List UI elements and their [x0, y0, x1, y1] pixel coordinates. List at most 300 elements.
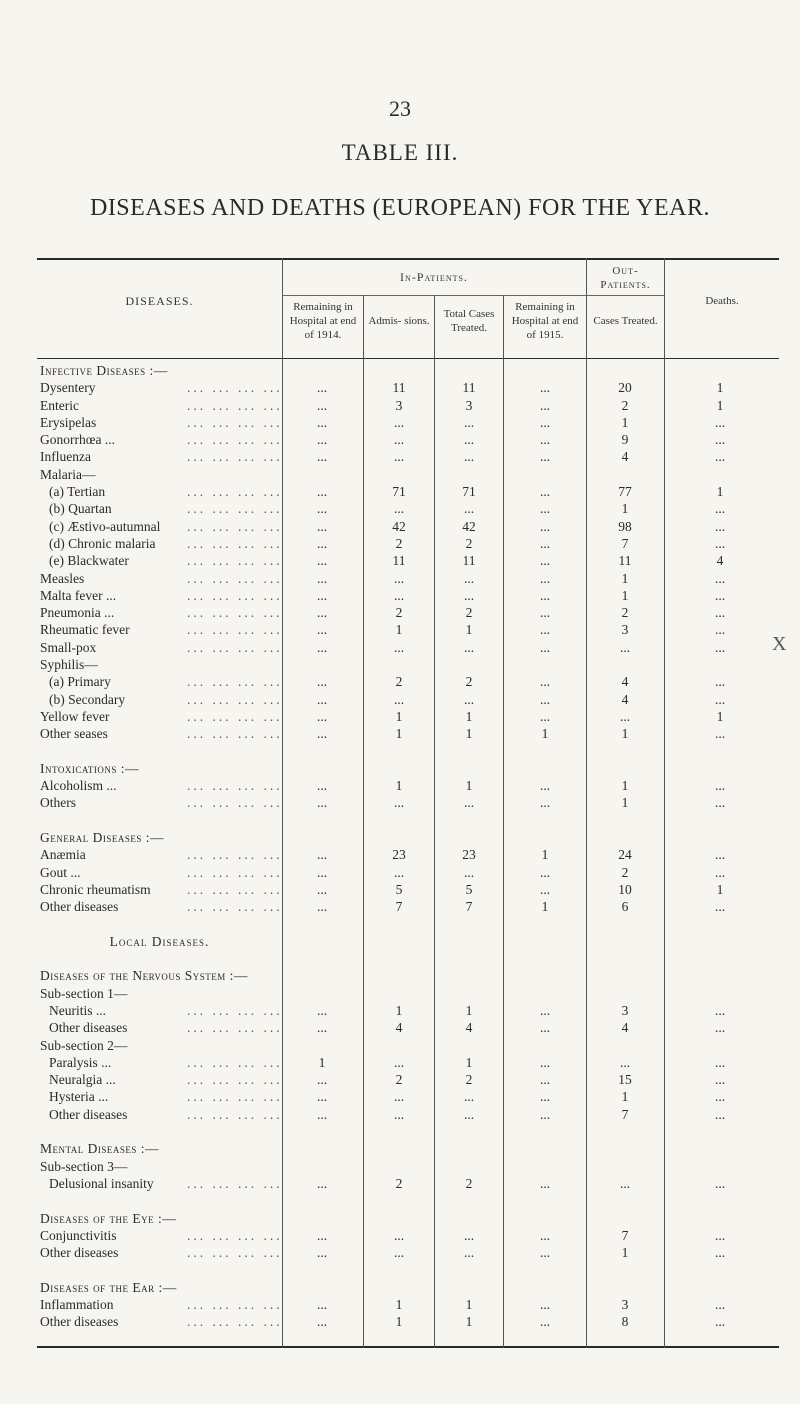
table-cell: 71	[462, 484, 476, 500]
leader-dots: ... ... ... ...	[187, 414, 283, 430]
table-cell: ...	[714, 899, 726, 915]
table-cell: ...	[393, 587, 405, 603]
table-cell: ...	[539, 1020, 551, 1036]
table-cell: 1	[465, 778, 473, 794]
leader-dots: ... ... ... ...	[187, 484, 283, 500]
table-cell: ...	[539, 622, 551, 638]
table-cell: 2	[465, 535, 473, 551]
table-cell: 1	[716, 708, 724, 724]
table-cell: 3	[621, 1002, 629, 1018]
spacer-row	[37, 1192, 779, 1209]
row-label: Sub-section 2—	[40, 1037, 128, 1053]
table-cell: ...	[393, 449, 405, 465]
table-row	[37, 691, 779, 708]
section-row	[37, 760, 779, 777]
table-row	[37, 518, 779, 535]
table-cell: 1	[716, 380, 724, 396]
table-row	[37, 604, 779, 621]
row-label: Hysteria ...	[49, 1089, 109, 1105]
table-cell: ...	[539, 414, 551, 430]
row-label: (d) Chronic malaria	[49, 535, 156, 551]
table-cell: ...	[463, 432, 475, 448]
table-cell: ...	[316, 795, 328, 811]
remaining-1914-header: Remaining in Hospital at end of 1914.	[289, 301, 357, 341]
leader-dots: ... ... ... ...	[187, 570, 283, 586]
table-cell: ...	[316, 708, 328, 724]
table-cell: ...	[714, 1297, 726, 1313]
row-label: Inflammation	[40, 1297, 114, 1313]
table-row	[37, 933, 779, 950]
section-row	[37, 1279, 779, 1296]
table-cell: ...	[393, 1089, 405, 1105]
section-row	[37, 1140, 779, 1157]
section-heading: Local Diseases.	[109, 933, 210, 949]
table-cell: ...	[393, 1106, 405, 1122]
row-label: (b) Secondary	[49, 691, 126, 707]
table-cell: 1	[465, 1002, 473, 1018]
table-cell: ...	[539, 1175, 551, 1191]
table-cell: ...	[714, 1089, 726, 1105]
leader-dots: ... ... ... ...	[187, 1020, 283, 1036]
table-cell: ...	[463, 864, 475, 880]
table-cell: ...	[316, 535, 328, 551]
table-cell: 7	[465, 899, 473, 915]
table-row	[37, 639, 779, 656]
section-label: Diseases of the Nervous System :—	[40, 968, 248, 984]
table-cell: ...	[714, 691, 726, 707]
leader-dots: ... ... ... ...	[187, 881, 283, 897]
table-cell: 2	[395, 674, 403, 690]
table-row	[37, 1244, 779, 1261]
table-cell: ...	[463, 1245, 475, 1261]
table-cell: ...	[316, 1002, 328, 1018]
table-cell: 1	[621, 778, 629, 794]
leader-dots: ... ... ... ...	[187, 432, 283, 448]
row-label: Syphilis—	[40, 657, 98, 673]
table-cell: ...	[316, 449, 328, 465]
section-row	[37, 1210, 779, 1227]
row-label: Other diseases	[40, 1245, 119, 1261]
row-label: (b) Quartan	[49, 501, 112, 517]
table-cell: ...	[393, 1227, 405, 1243]
table-cell: 4	[716, 553, 724, 569]
page-title: DISEASES AND DEATHS (EUROPEAN) FOR THE YEAR.	[89, 195, 711, 221]
table-cell: 1	[541, 847, 549, 863]
table-cell: 1	[621, 414, 629, 430]
table-cell: ...	[316, 1020, 328, 1036]
table-row	[37, 898, 779, 915]
table-cell: ...	[393, 570, 405, 586]
row-label: Measles	[40, 570, 85, 586]
leader-dots: ... ... ... ...	[187, 674, 283, 690]
table-cell: 3	[465, 397, 473, 413]
spacer-row	[37, 1123, 779, 1140]
leader-dots: ... ... ... ...	[187, 535, 283, 551]
leader-dots: ... ... ... ...	[187, 605, 283, 621]
table-cell: 4	[621, 691, 629, 707]
table-cell: 1	[395, 1297, 403, 1313]
spacer-row	[37, 743, 779, 760]
table-cell: ...	[316, 1314, 328, 1330]
table-cell: ...	[316, 570, 328, 586]
table-cell: 6	[621, 899, 629, 915]
table-cell: 7	[395, 899, 403, 915]
row-label: Malaria—	[40, 466, 96, 482]
out-patients-header: Out- Patients.	[600, 265, 651, 291]
section-label: Intoxications :—	[40, 760, 139, 776]
table-cell: 1	[465, 622, 473, 638]
table-cell: 11	[462, 380, 476, 396]
table-cell: 1	[621, 1245, 629, 1261]
table-cell: 1	[395, 1002, 403, 1018]
leader-dots: ... ... ... ...	[187, 1089, 283, 1105]
row-label: Delusional insanity	[49, 1175, 154, 1191]
table-cell: ...	[714, 795, 726, 811]
table-cell: 1	[465, 1054, 473, 1070]
table-row	[37, 725, 779, 742]
leader-dots: ... ... ... ...	[187, 1245, 283, 1261]
table-cell: ...	[714, 778, 726, 794]
table-cell: ...	[316, 639, 328, 655]
row-label: (c) Æstivo-autumnal	[49, 518, 161, 534]
table-cell: ...	[714, 1002, 726, 1018]
table-cell: ...	[463, 1106, 475, 1122]
table-cell: ...	[539, 795, 551, 811]
top-rule	[37, 258, 779, 260]
table-cell: ...	[316, 605, 328, 621]
table-cell: 2	[621, 605, 629, 621]
row-label: Dysentery	[40, 380, 96, 396]
row-label: Yellow fever	[40, 708, 110, 724]
table-row	[37, 708, 779, 725]
leader-dots: ... ... ... ...	[187, 1106, 283, 1122]
leader-dots: ... ... ... ...	[187, 726, 283, 742]
table-cell: 3	[621, 622, 629, 638]
table-cell: 1	[465, 708, 473, 724]
table-cell: 1	[716, 881, 724, 897]
table-label: TABLE III.	[341, 140, 459, 165]
table-cell: ...	[539, 449, 551, 465]
leader-dots: ... ... ... ...	[187, 449, 283, 465]
table-cell: 15	[618, 1072, 632, 1088]
leader-dots: ... ... ... ...	[187, 1002, 283, 1018]
table-cell: 1	[395, 1314, 403, 1330]
leader-dots: ... ... ... ...	[187, 639, 283, 655]
table-cell: 77	[618, 484, 632, 500]
table-row	[37, 881, 779, 898]
table-row	[37, 1071, 779, 1088]
row-label: Chronic rheumatism	[40, 881, 151, 897]
table-cell: 4	[395, 1020, 403, 1036]
table-row	[37, 1175, 779, 1192]
table-cell: ...	[316, 484, 328, 500]
table-row	[37, 431, 779, 448]
leader-dots: ... ... ... ...	[187, 501, 283, 517]
row-label: (a) Tertian	[49, 484, 106, 500]
row-label: Enteric	[40, 397, 79, 413]
table-row	[37, 535, 779, 552]
row-label: Other diseases	[49, 1106, 128, 1122]
table-cell: 1	[541, 899, 549, 915]
table-cell: 2	[395, 1175, 403, 1191]
leader-dots: ... ... ... ...	[187, 795, 283, 811]
table-cell: ...	[316, 501, 328, 517]
table-cell: ...	[316, 1072, 328, 1088]
table-cell: ...	[714, 1175, 726, 1191]
row-label: Gout ...	[40, 864, 81, 880]
table-cell: ...	[539, 1072, 551, 1088]
table-cell: ...	[714, 1020, 726, 1036]
table-row	[37, 448, 779, 465]
table-cell: 11	[618, 553, 632, 569]
table-cell: 10	[618, 881, 632, 897]
table-cell: 4	[621, 449, 629, 465]
table-cell: 1	[465, 726, 473, 742]
table-row	[37, 500, 779, 517]
table-cell: 42	[392, 518, 406, 534]
table-row	[37, 621, 779, 638]
row-label: (e) Blackwater	[49, 553, 129, 569]
table-cell: 8	[621, 1314, 629, 1330]
table-cell: ...	[714, 1245, 726, 1261]
table-cell: ...	[539, 432, 551, 448]
table-cell: ...	[714, 864, 726, 880]
table-row	[37, 397, 779, 414]
table-cell: ...	[393, 414, 405, 430]
table-cell: 1	[541, 726, 549, 742]
row-label: Others	[40, 795, 76, 811]
table-cell: ...	[539, 397, 551, 413]
table-row	[37, 379, 779, 396]
row-label: Erysipelas	[40, 414, 97, 430]
total-cases-header: Total Cases Treated.	[443, 308, 495, 334]
table-row	[37, 1313, 779, 1330]
table-cell: ...	[714, 622, 726, 638]
table-cell: ...	[463, 570, 475, 586]
leader-dots: ... ... ... ...	[187, 1227, 283, 1243]
table-row	[37, 985, 779, 1002]
table-cell: 3	[395, 397, 403, 413]
table-row	[37, 656, 779, 673]
table-cell: ...	[539, 518, 551, 534]
row-label: Anæmia	[40, 847, 86, 863]
table-cell: 23	[392, 847, 406, 863]
table-row	[37, 1002, 779, 1019]
table-cell: ...	[316, 881, 328, 897]
section-label: Infective Diseases :—	[40, 363, 168, 378]
table-row	[37, 846, 779, 863]
table-cell: ...	[714, 414, 726, 430]
in-patients-header: In-Patients.	[400, 270, 468, 284]
row-label: Rheumatic fever	[40, 622, 130, 638]
deaths-header: Deaths.	[705, 295, 739, 307]
table-cell: 1	[716, 397, 724, 413]
table-cell: ...	[316, 899, 328, 915]
table-cell: ...	[316, 674, 328, 690]
table-cell: ...	[714, 587, 726, 603]
table-cell: ...	[619, 639, 631, 655]
table-cell: 1	[621, 1089, 629, 1105]
table-cell: 1	[395, 708, 403, 724]
leader-dots: ... ... ... ...	[187, 691, 283, 707]
table-cell: ...	[463, 501, 475, 517]
row-label: Conjunctivitis	[40, 1227, 117, 1243]
table-row	[37, 673, 779, 690]
table-cell: ...	[539, 535, 551, 551]
leader-dots: ... ... ... ...	[187, 1175, 283, 1191]
table-cell: 1	[621, 726, 629, 742]
table-cell: ...	[463, 449, 475, 465]
table-cell: ...	[316, 1245, 328, 1261]
table-cell: ...	[316, 414, 328, 430]
table-cell: 23	[462, 847, 476, 863]
table-cell: 4	[465, 1020, 473, 1036]
table-cell: 2	[465, 605, 473, 621]
table-cell: ...	[316, 1089, 328, 1105]
table-cell: ...	[316, 587, 328, 603]
table-cell: ...	[539, 1002, 551, 1018]
table-cell: 1	[395, 622, 403, 638]
row-label: Alcoholism ...	[40, 778, 117, 794]
table-cell: 3	[621, 1297, 629, 1313]
leader-dots: ... ... ... ...	[187, 380, 283, 396]
table-cell: ...	[316, 380, 328, 396]
table-row	[37, 570, 779, 587]
spacer-row	[37, 812, 779, 829]
table-cell: 2	[465, 1072, 473, 1088]
table-cell: ...	[463, 639, 475, 655]
table-cell: 5	[395, 881, 403, 897]
table-row	[37, 1227, 779, 1244]
table-cell: ...	[393, 864, 405, 880]
table-cell: ...	[714, 535, 726, 551]
leader-dots: ... ... ... ...	[187, 587, 283, 603]
table-cell: 2	[621, 864, 629, 880]
table-cell: ...	[714, 1106, 726, 1122]
table-cell: ...	[316, 397, 328, 413]
table-cell: ...	[539, 674, 551, 690]
table-cell: 4	[621, 1020, 629, 1036]
table-cell: ...	[714, 432, 726, 448]
table-cell: ...	[316, 518, 328, 534]
table-row	[37, 466, 779, 483]
table-cell: ...	[539, 1054, 551, 1070]
table-cell: 1	[716, 484, 724, 500]
table-cell: ...	[539, 778, 551, 794]
leader-dots: ... ... ... ...	[187, 778, 283, 794]
table-cell: 1	[395, 726, 403, 742]
row-label: Paralysis ...	[49, 1054, 112, 1070]
table-cell: 98	[618, 518, 632, 534]
table-cell: 4	[621, 674, 629, 690]
table-cell: ...	[619, 1175, 631, 1191]
table-row	[37, 1088, 779, 1105]
table-cell: 2	[465, 1175, 473, 1191]
table-cell: ...	[539, 881, 551, 897]
table-row	[37, 864, 779, 881]
row-label: Sub-section 1—	[40, 985, 128, 1001]
leader-dots: ... ... ... ...	[187, 553, 283, 569]
table-body	[37, 362, 779, 1331]
table-cell: ...	[316, 778, 328, 794]
section-label: Diseases of the Ear :—	[40, 1279, 177, 1295]
leader-dots: ... ... ... ...	[187, 1072, 283, 1088]
table-cell: 9	[621, 432, 629, 448]
remaining-1915-header: Remaining in Hospital at end of 1915.	[511, 301, 579, 341]
table-row	[37, 794, 779, 811]
table-cell: 1	[465, 1297, 473, 1313]
table-cell: ...	[714, 449, 726, 465]
table-cell: 11	[392, 553, 406, 569]
table-cell: 2	[395, 1072, 403, 1088]
table-row	[37, 587, 779, 604]
table-cell: 42	[462, 518, 476, 534]
table-cell: 7	[621, 535, 629, 551]
table-cell: 1	[465, 1314, 473, 1330]
table-cell: 71	[392, 484, 406, 500]
table-cell: 1	[318, 1054, 326, 1070]
table-cell: 5	[465, 881, 473, 897]
table-cell: ...	[463, 414, 475, 430]
table-row	[37, 1106, 779, 1123]
row-label: Other diseases	[40, 899, 119, 915]
spacer-row	[37, 950, 779, 967]
table-row	[37, 1054, 779, 1071]
table-cell: ...	[316, 432, 328, 448]
table-row	[37, 552, 779, 569]
leader-dots: ... ... ... ...	[187, 1297, 283, 1313]
cases-treated-header: Cases Treated.	[593, 315, 658, 327]
section-label: General Diseases :—	[40, 830, 165, 846]
table-cell: 2	[395, 535, 403, 551]
table-cell: 7	[621, 1227, 629, 1243]
table-row	[37, 777, 779, 794]
header-rule	[37, 358, 779, 359]
spacer-row	[37, 916, 779, 933]
section-row	[37, 829, 779, 846]
row-label: Small-pox	[40, 639, 97, 655]
table-cell: 7	[621, 1106, 629, 1122]
table-cell: 2	[395, 605, 403, 621]
section-row	[37, 362, 779, 379]
leader-dots: ... ... ... ...	[187, 622, 283, 638]
table-cell: ...	[463, 1089, 475, 1105]
table-cell: 2	[465, 674, 473, 690]
table-cell: ...	[539, 553, 551, 569]
table-cell: ...	[539, 708, 551, 724]
table-cell: ...	[714, 674, 726, 690]
row-label: Other diseases	[49, 1020, 128, 1036]
group-rule	[282, 295, 665, 296]
diseases-header: DISEASES.	[125, 294, 194, 308]
row-label: (a) Primary	[49, 674, 111, 690]
table-cell: ...	[539, 1227, 551, 1243]
table-cell: ...	[619, 1054, 631, 1070]
table-cell: ...	[463, 587, 475, 603]
table-cell: ...	[316, 691, 328, 707]
row-label: Gonorrhœa ...	[40, 432, 115, 448]
table-cell: ...	[539, 864, 551, 880]
table-row	[37, 483, 779, 500]
table-row	[37, 1037, 779, 1054]
section-label: Diseases of the Eye :—	[40, 1210, 177, 1226]
row-label: Other seases	[40, 726, 108, 742]
table-cell: ...	[619, 708, 631, 724]
table-cell: ...	[539, 570, 551, 586]
table-cell: 1	[621, 570, 629, 586]
table-cell: ...	[393, 639, 405, 655]
leader-dots: ... ... ... ...	[187, 899, 283, 915]
